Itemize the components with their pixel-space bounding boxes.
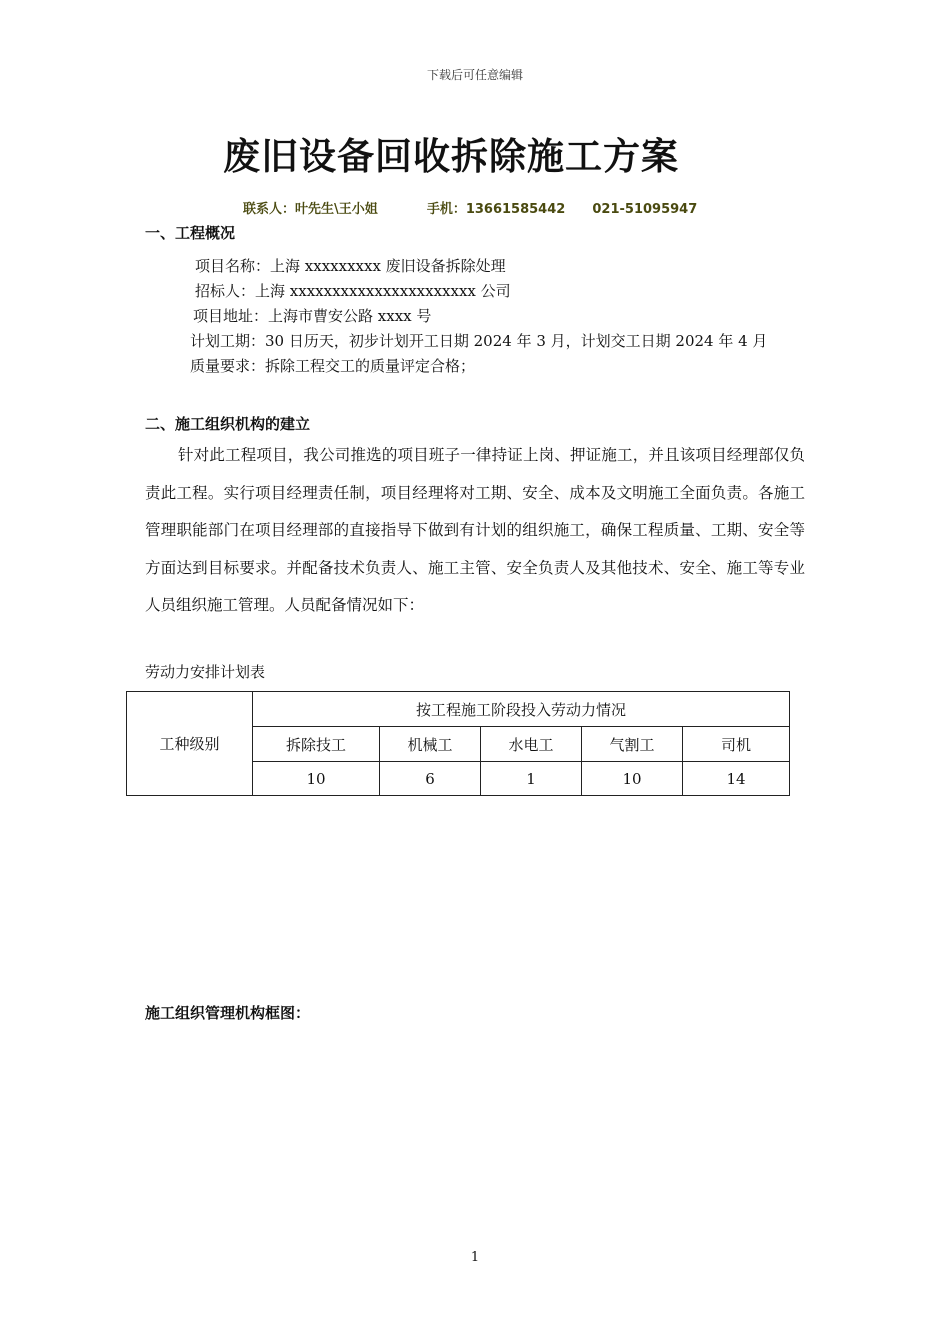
project-name-line: 项目名称：上海 xxxxxxxxx 废旧设备拆除处理: [195, 257, 506, 275]
labor-table: [126, 691, 790, 796]
column-header-cell: 气割工: [582, 727, 683, 762]
organization-paragraph: 针对此工程项目，我公司推选的项目班子一律持证上岗、押证施工，并且该项目经理部仅负责此工程。实行项目经理责任制，项目经理将对工期、安全、成本及文明施工全面负责。各施工管理职能部门在项目经理部的直接指导下做到有计划的组织施工，确保工程质量、工期、安全等方面达到目标要求。并配备技术负责人、施工主管、安全负责人及其他技术、安全、施工等专业人员组织施工管理。人员配备情况如下：: [145, 446, 805, 614]
value-cell: 10: [253, 762, 380, 796]
value-cell: 14: [683, 762, 790, 796]
project-address-line: 项目地址：上海市曹安公路 xxxx 号: [193, 307, 432, 325]
column-header-cell: 拆除技工: [253, 727, 380, 762]
section1-heading: 一、工程概况: [145, 224, 236, 242]
org-chart-heading: 施工组织管理机构框图：: [145, 1004, 311, 1022]
contact-tel: 021-51095947: [592, 202, 698, 217]
contact-phone: 手机：13661585442: [426, 202, 566, 217]
group-header-cell: 按工程施工阶段投入劳动力情况: [253, 692, 790, 727]
value-cell: 6: [380, 762, 481, 796]
value-cell: 10: [582, 762, 683, 796]
schedule-line: 计划工期：30 日历天，初步计划开工日期 2024 年 3 月，计划交工日期 2024 年 4 月: [190, 332, 768, 350]
page-number: 1: [470, 1250, 480, 1265]
value-cell: 1: [481, 762, 582, 796]
column-header-cell: 机械工: [380, 727, 481, 762]
column-header-cell: 司机: [683, 727, 790, 762]
document-title: 废旧设备回收拆除施工方案: [223, 135, 679, 178]
row-header-cell: 工种级别: [127, 692, 253, 796]
tenderer-line: 招标人：上海 xxxxxxxxxxxxxxxxxxxxxx 公司: [195, 282, 511, 300]
quality-line: 质量要求：拆除工程交工的质量评定合格；: [190, 357, 476, 375]
contact-person: 联系人：叶先生\王小姐: [243, 202, 378, 217]
section2-heading: 二、施工组织机构的建立: [145, 415, 311, 433]
column-header-cell: 水电工: [481, 727, 582, 762]
contact-line: [243, 198, 697, 217]
labor-table-caption: 劳动力安排计划表: [145, 663, 266, 681]
header-note: 下载后可任意编辑: [426, 68, 523, 82]
